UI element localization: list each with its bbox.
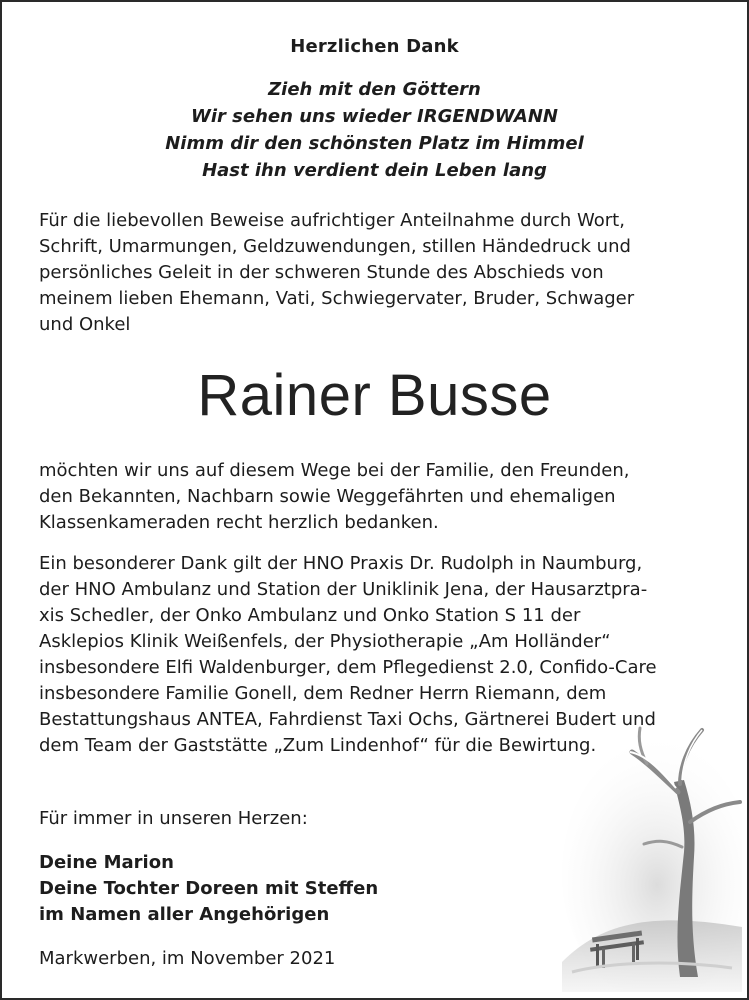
- thanks-paragraph: [39, 458, 629, 536]
- poem-line: Hast ihn verdient dein Leben lang: [202, 160, 547, 181]
- signature-line: Deine Tochter Doreen mit Steffen: [39, 878, 379, 899]
- text-line: und Onkel: [39, 314, 131, 335]
- text-line: Bestattungshaus ANTEA, Fahrdienst Taxi Ochs, Gärtnerei Budert und: [39, 709, 656, 730]
- text-line: meinem lieben Ehemann, Vati, Schwiegervater, Bruder, Schwager: [39, 288, 635, 309]
- deceased-name: Rainer Busse: [197, 363, 552, 428]
- text-line: Asklepios Klinik Weißenfels, der Physiotherapie „Am Holländer“: [39, 631, 611, 652]
- text-line: dem Team der Gaststätte „Zum Lindenhof“ für die Bewirtung.: [39, 735, 597, 756]
- forever-line: Für immer in unseren Herzen:: [39, 808, 308, 829]
- text-line: Ein besonderer Dank gilt der HNO Praxis Dr. Rudolph in Naumburg,: [39, 553, 643, 574]
- poem-line: Nimm dir den schönsten Platz im Himmel: [165, 133, 584, 154]
- text-line: Für die liebevollen Beweise aufrichtiger Anteilnahme durch Wort,: [39, 210, 625, 231]
- poem-line: Zieh mit den Göttern: [268, 79, 481, 100]
- notice-heading: Herzlichen Dank: [290, 36, 459, 57]
- text-line: persönliches Geleit in der schweren Stunde des Abschieds von: [39, 262, 604, 283]
- text-line: Klassenkameraden recht herzlich bedanken.: [39, 512, 439, 533]
- signature-line: im Namen aller Angehörigen: [39, 904, 330, 925]
- signatures: [39, 850, 378, 928]
- intro-paragraph: [39, 208, 634, 338]
- tree-with-bench-icon: [562, 722, 742, 992]
- text-line: xis Schedler, der Onko Ambulanz und Onko Station S 11 der: [39, 605, 581, 626]
- poem-line: Wir sehen uns wieder IRGENDWANN: [191, 106, 558, 127]
- text-line: der HNO Ambulanz und Station der Uniklinik Jena, der Hausarztpra-: [39, 579, 648, 600]
- text-line: Schrift, Umarmungen, Geldzuwendungen, stillen Händedruck und: [39, 236, 631, 257]
- text-line: den Bekannten, Nachbarn sowie Weggefährten und ehemaligen: [39, 486, 616, 507]
- text-line: möchten wir uns auf diesem Wege bei der Familie, den Freunden,: [39, 460, 630, 481]
- poem: [2, 76, 747, 184]
- text-line: insbesondere Familie Gonell, dem Redner Herrn Riemann, dem: [39, 683, 607, 704]
- signature-line: Deine Marion: [39, 852, 174, 873]
- text-line: insbesondere Elfi Waldenburger, dem Pflegedienst 2.0, Confido-Care: [39, 657, 657, 678]
- place-date: Markwerben, im November 2021: [39, 948, 336, 969]
